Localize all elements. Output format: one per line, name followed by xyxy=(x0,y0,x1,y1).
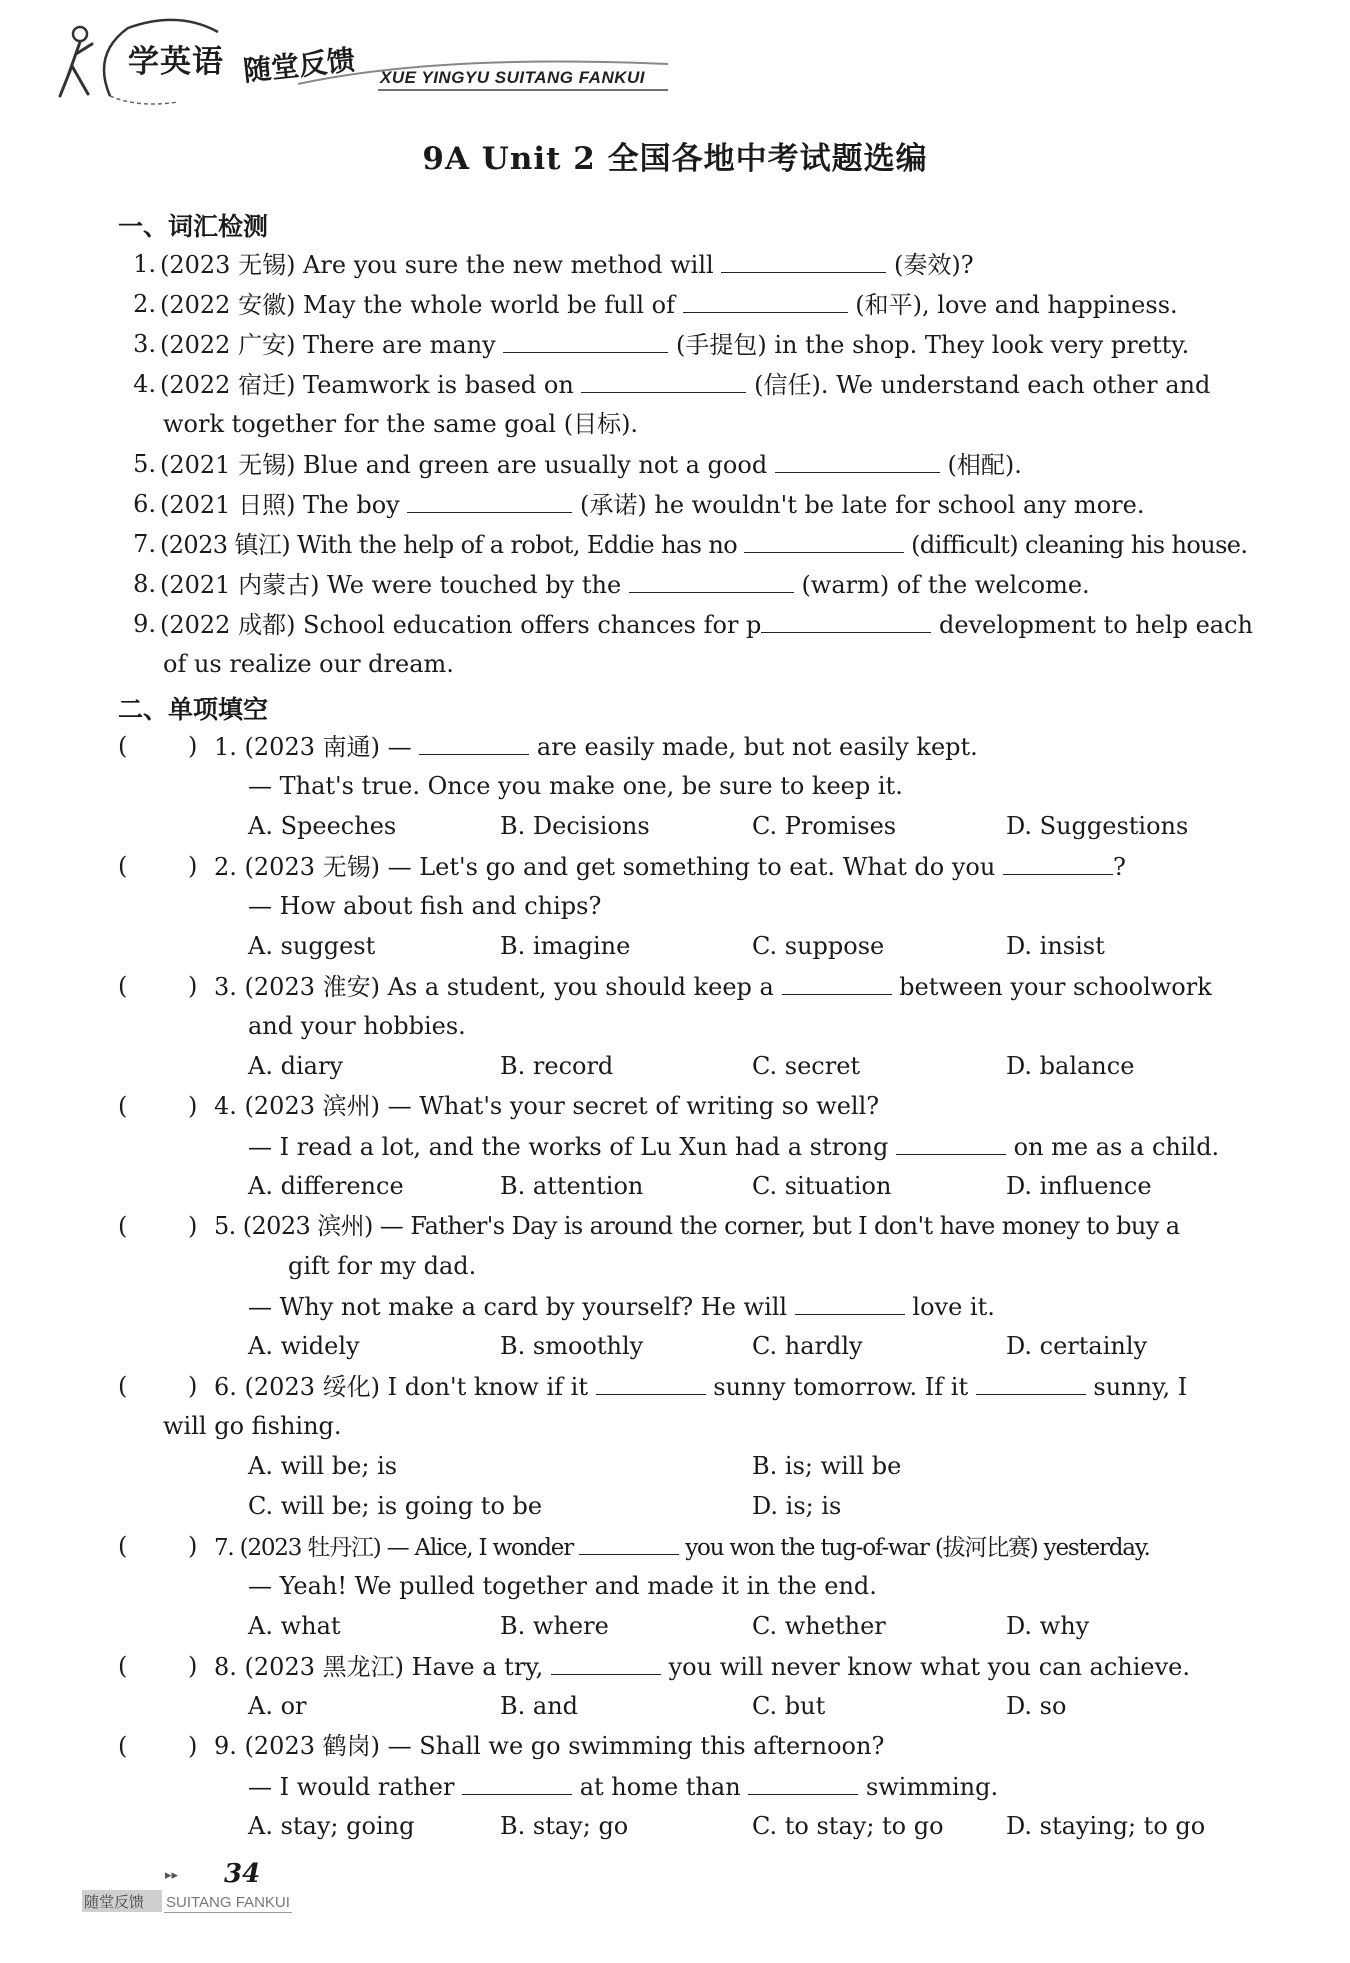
option-b[interactable]: B. attention xyxy=(500,1172,644,1200)
dialogue-text-after: on me as a child. xyxy=(1013,1133,1220,1161)
option-b[interactable]: B. is; will be xyxy=(752,1452,902,1480)
question-text: (2023 黑龙江) Have a try, xyxy=(244,1653,544,1681)
item-text-continued: work together for the same goal (目标). xyxy=(163,410,639,438)
item-text: (2022 成都) School education offers chances for p xyxy=(160,611,762,639)
option-a[interactable]: A. difference xyxy=(248,1172,404,1200)
question-number: 1. xyxy=(214,733,237,761)
answer-blank[interactable] xyxy=(761,604,931,633)
item-text: (2021 日照) The boy xyxy=(160,491,400,519)
question-text-continued: and your hobbies. xyxy=(248,1012,466,1040)
option-d[interactable]: D. staying; to go xyxy=(1006,1812,1206,1840)
question-text: (2023 滨州) — What's your secret of writing so well? xyxy=(244,1092,880,1120)
answer-bracket-open[interactable]: ( xyxy=(118,1212,128,1240)
option-b[interactable]: B. imagine xyxy=(500,932,631,960)
header-en-title: XUE YINGYU SUITANG FANKUI xyxy=(380,68,646,87)
option-c[interactable]: C. hardly xyxy=(752,1332,863,1360)
item-number: 1. xyxy=(133,250,156,278)
option-d[interactable]: D. Suggestions xyxy=(1006,812,1189,840)
footer-cn-label: 随堂反馈 xyxy=(84,1893,145,1911)
item-text-continued: of us realize our dream. xyxy=(163,650,454,678)
option-a[interactable]: A. or xyxy=(248,1692,307,1720)
option-a[interactable]: A. widely xyxy=(248,1332,360,1360)
item-text-after: (承诺) he wouldn't be late for school any more. xyxy=(580,491,1145,519)
answer-blank[interactable] xyxy=(503,324,668,353)
dialogue-text-after: love it. xyxy=(912,1293,995,1321)
item-number: 2. xyxy=(133,290,156,318)
question-number: 6. xyxy=(214,1373,237,1401)
question-text-after: you won the tug-of-war (拔河比赛) yesterday. xyxy=(685,1535,1150,1561)
footer-en-label: SUITANG FANKUI xyxy=(166,1894,290,1911)
option-b[interactable]: B. Decisions xyxy=(500,812,650,840)
item-text-after: (相配). xyxy=(947,451,1022,479)
header-banner xyxy=(58,14,678,110)
answer-blank[interactable] xyxy=(775,444,940,473)
page-number: 34 xyxy=(224,1859,261,1889)
answer-bracket-close: ) xyxy=(188,972,198,1000)
item-text-after: (warm) of the welcome. xyxy=(801,571,1090,599)
answer-bracket-close: ) xyxy=(188,852,198,880)
dialogue-text: — I read a lot, and the works of Lu Xun had a strong xyxy=(248,1133,889,1161)
answer-blank[interactable] xyxy=(795,1286,905,1315)
answer-blank[interactable] xyxy=(744,524,904,553)
option-b[interactable]: B. smoothly xyxy=(500,1332,644,1360)
option-a[interactable]: A. what xyxy=(248,1612,341,1640)
question-text: (2023 绥化) I don't know if it xyxy=(244,1373,588,1401)
option-b[interactable]: B. stay; go xyxy=(500,1812,629,1840)
option-d[interactable]: D. why xyxy=(1006,1612,1090,1640)
item-text-after: development to help each xyxy=(939,611,1254,639)
section-heading-vocabulary: 一、词汇检测 xyxy=(118,212,269,241)
footer-divider xyxy=(164,1912,292,1913)
answer-blank[interactable] xyxy=(721,244,886,273)
question-text: (2023 滨州) — Father's Day is around the corner, but I don't have money to buy a xyxy=(242,1212,1180,1240)
item-text: (2021 内蒙古) We were touched by the xyxy=(160,571,622,599)
item-text: (2023 镇江) With the help of a robot, Eddie has no xyxy=(160,531,738,559)
option-a[interactable]: A. will be; is xyxy=(248,1452,398,1480)
item-number: 9. xyxy=(133,610,156,638)
answer-blank[interactable] xyxy=(782,966,892,995)
question-text-continued: will go fishing. xyxy=(163,1412,342,1440)
item-number: 5. xyxy=(133,450,156,478)
option-d[interactable]: D. is; is xyxy=(752,1492,842,1520)
option-c[interactable]: C. whether xyxy=(752,1612,886,1640)
answer-blank[interactable] xyxy=(596,1366,706,1395)
question-text-after: are easily made, but not easily kept. xyxy=(536,733,978,761)
option-d[interactable]: D. so xyxy=(1006,1692,1067,1720)
item-text: (2023 无锡) Are you sure the new method will xyxy=(160,251,714,279)
question-number: 4. xyxy=(214,1092,237,1120)
answer-blank[interactable] xyxy=(976,1366,1086,1395)
item-text-after: (信任). We understand each other and xyxy=(754,371,1211,399)
option-c[interactable]: C. to stay; to go xyxy=(752,1812,944,1840)
dialogue-text: — That's true. Once you make one, be sure to keep it. xyxy=(248,772,903,800)
dialogue-text: — I would rather xyxy=(248,1773,455,1801)
question-text-after: you will never know what you can achieve. xyxy=(668,1653,1191,1681)
question-text-after: sunny, I xyxy=(1093,1373,1188,1401)
option-b[interactable]: B. and xyxy=(500,1692,579,1720)
answer-blank[interactable] xyxy=(581,364,746,393)
item-text: (2022 广安) There are many xyxy=(160,331,496,359)
answer-blank[interactable] xyxy=(748,1766,858,1795)
option-c[interactable]: C. but xyxy=(752,1692,826,1720)
page-footer xyxy=(0,1850,400,1930)
question-text-middle: sunny tomorrow. If it xyxy=(713,1373,969,1401)
question-text: (2023 无锡) — Let's go and get something to eat. What do you xyxy=(244,853,996,881)
option-d[interactable]: D. insist xyxy=(1006,932,1105,960)
item-text: (2022 宿迁) Teamwork is based on xyxy=(160,371,574,399)
question-text: (2023 鹤岗) — Shall we go swimming this afternoon? xyxy=(244,1732,885,1760)
answer-bracket-open[interactable]: ( xyxy=(118,1532,128,1560)
option-c[interactable]: C. secret xyxy=(752,1052,861,1080)
answer-blank[interactable] xyxy=(551,1646,661,1675)
option-d[interactable]: D. balance xyxy=(1006,1052,1135,1080)
answer-bracket-close: ) xyxy=(188,1652,198,1680)
option-a[interactable]: A. stay; going xyxy=(248,1812,415,1840)
item-text-after: (奏效)? xyxy=(894,251,974,279)
dialogue-text: — Yeah! We pulled together and made it in the end. xyxy=(248,1572,877,1600)
option-c[interactable]: C. will be; is going to be xyxy=(248,1492,543,1520)
question-text-after: ? xyxy=(1112,853,1126,881)
answer-blank[interactable] xyxy=(407,484,572,513)
item-number: 8. xyxy=(133,570,156,598)
answer-bracket-close: ) xyxy=(188,1092,198,1120)
answer-blank[interactable] xyxy=(579,1526,679,1555)
option-d[interactable]: D. influence xyxy=(1006,1172,1152,1200)
option-d[interactable]: D. certainly xyxy=(1006,1332,1148,1360)
dialogue-text: — How about fish and chips? xyxy=(248,892,602,920)
question-number: 3. xyxy=(214,973,237,1001)
option-a[interactable]: A. suggest xyxy=(248,932,376,960)
answer-bracket-open[interactable]: ( xyxy=(118,1652,128,1680)
item-text: (2022 安徽) May the whole world be full of xyxy=(160,291,676,319)
question-number: 9. xyxy=(214,1732,237,1760)
answer-bracket-close: ) xyxy=(188,1732,198,1760)
dialogue-text-middle: at home than xyxy=(579,1773,741,1801)
option-c[interactable]: C. suppose xyxy=(752,932,885,960)
answer-bracket-close: ) xyxy=(188,732,198,760)
answer-blank[interactable] xyxy=(1003,846,1113,875)
answer-bracket-open[interactable]: ( xyxy=(118,1092,128,1120)
option-a[interactable]: A. diary xyxy=(248,1052,343,1080)
option-b[interactable]: B. record xyxy=(500,1052,614,1080)
question-number: 7. xyxy=(214,1535,234,1561)
option-c[interactable]: C. situation xyxy=(752,1172,892,1200)
answer-bracket-close: ) xyxy=(188,1372,198,1400)
answer-blank[interactable] xyxy=(419,726,529,755)
answer-blank[interactable] xyxy=(462,1766,572,1795)
item-text-after: (和平), love and happiness. xyxy=(855,291,1178,319)
question-text: (2023 牡丹江) — Alice, I wonder xyxy=(239,1535,573,1561)
answer-blank[interactable] xyxy=(896,1126,1006,1155)
answer-bracket-open[interactable]: ( xyxy=(118,852,128,880)
option-c[interactable]: C. Promises xyxy=(752,812,897,840)
answer-bracket-open[interactable]: ( xyxy=(118,732,128,760)
page-title: 9A Unit 2 全国各地中考试题选编 xyxy=(422,141,928,177)
item-text: (2021 无锡) Blue and green are usually not a good xyxy=(160,451,768,479)
answer-blank[interactable] xyxy=(629,564,794,593)
dialogue-text: — Why not make a card by yourself? He will xyxy=(248,1293,788,1321)
question-text: (2023 淮安) As a student, you should keep a xyxy=(244,973,774,1001)
arrow-icon: ▸▸ xyxy=(165,1868,179,1883)
option-b[interactable]: B. where xyxy=(500,1612,609,1640)
item-number: 6. xyxy=(133,490,156,518)
answer-blank[interactable] xyxy=(683,284,848,313)
item-number: 4. xyxy=(133,370,156,398)
item-text-after: (手提包) in the shop. They look very pretty. xyxy=(676,331,1190,359)
option-a[interactable]: A. Speeches xyxy=(248,812,397,840)
question-text-after: between your schoolwork xyxy=(899,973,1212,1001)
question-number: 2. xyxy=(214,853,237,881)
section-heading-multiple-choice: 二、单项填空 xyxy=(118,695,269,724)
answer-bracket-open[interactable]: ( xyxy=(118,972,128,1000)
question-number: 5. xyxy=(214,1212,236,1240)
dialogue-text-after: swimming. xyxy=(865,1773,999,1801)
answer-bracket-open[interactable]: ( xyxy=(118,1372,128,1400)
answer-bracket-close: ) xyxy=(188,1212,198,1240)
item-number: 3. xyxy=(133,330,156,358)
header-cn-subtitle: 随堂反馈 xyxy=(241,43,357,88)
answer-bracket-open[interactable]: ( xyxy=(118,1732,128,1760)
header-cn-title: 学英语 xyxy=(128,44,224,80)
item-number: 7. xyxy=(133,530,156,558)
question-text-continued: gift for my dad. xyxy=(288,1252,477,1280)
question-text: (2023 南通) — xyxy=(244,733,412,761)
answer-bracket-close: ) xyxy=(188,1532,198,1560)
question-number: 8. xyxy=(214,1653,237,1681)
item-text-after: (difficult) cleaning his house. xyxy=(911,531,1248,559)
